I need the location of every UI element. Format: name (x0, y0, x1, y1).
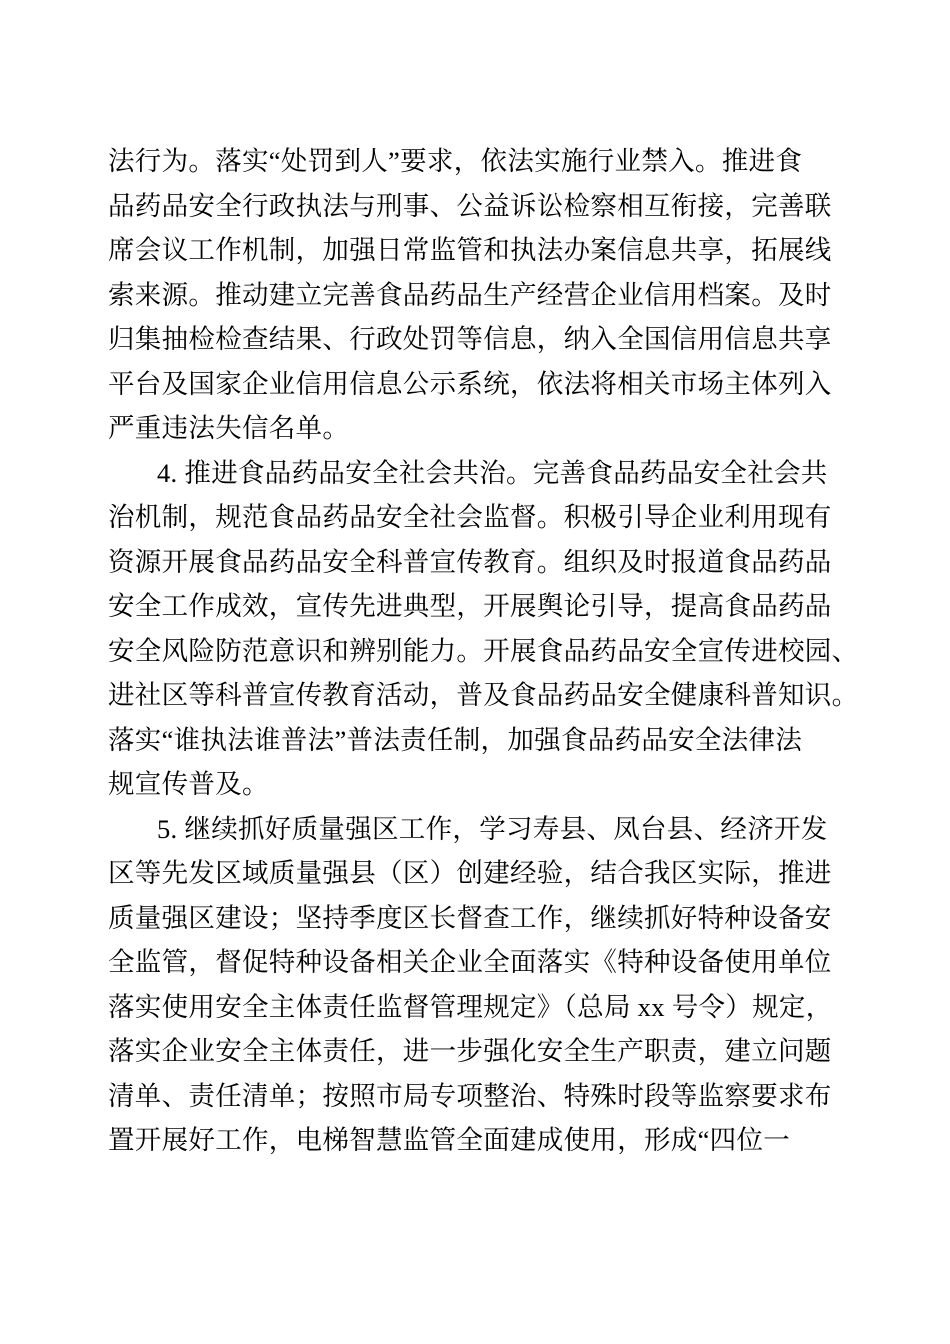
text-line: 落实企业安全主体责任，进一步强化安全生产职责，建立问题 (108, 1036, 832, 1066)
text-line: 归集抽检检查结果、行政处罚等信息，纳入全国信用信息共享 (108, 324, 832, 354)
text-line: 质量强区建设；坚持季度区长督查工作，继续抓好特种设备安 (108, 902, 832, 933)
text-line: 进社区等科普宣传教育活动，普及食品药品安全健康科普知识。 (108, 680, 859, 710)
text-line: 资源开展食品药品安全科普宣传教育。组织及时报道食品药品 (108, 546, 832, 577)
text-line: 治机制，规范食品药品安全社会监督。积极引导企业利用现有 (108, 502, 832, 532)
text-line: 置开展好工作，电梯智慧监管全面建成使用，形成“四位一 (108, 1125, 791, 1155)
text-line: 索来源。推动建立完善食品药品生产经营企业信用档案。及时 (108, 279, 832, 310)
text-line: 法行为。落实“处罚到人”要求，依法实施行业禁入。推进食 (108, 146, 803, 176)
text-line: 落实“谁执法谁普法”普法责任制，加强食品药品安全法律法 (108, 724, 803, 755)
text-line: 4. 推进食品药品安全社会共治。完善食品药品安全社会共 (157, 457, 828, 488)
text-line: 区等先发区域质量强县（区）创建经验，结合我区实际，推进 (108, 858, 832, 888)
text-line: 平台及国家企业信用信息公示系统，依法将相关市场主体列入 (108, 368, 832, 399)
text-line: 清单、责任清单；按照市局专项整治、特殊时段等监察要求布 (108, 1080, 832, 1111)
text-line: 5. 继续抓好质量强区工作，学习寿县、凤台县、经济开发 (157, 813, 828, 844)
text-line: 全监管，督促特种设备相关企业全面落实《特种设备使用单位 (108, 947, 832, 977)
document-body (108, 139, 859, 1163)
text-line: 安全风险防范意识和辨别能力。开展食品药品安全宣传进校园、 (108, 635, 859, 666)
text-line: 严重违法失信名单。 (108, 413, 350, 443)
text-line: 品药品安全行政执法与刑事、公益诉讼检察相互衔接，完善联 (108, 190, 832, 221)
text-line: 落实使用安全主体责任监督管理规定》（总局 xx 号令）规定， (108, 991, 833, 1022)
text-line: 规宣传普及。 (108, 769, 269, 799)
text-line: 安全工作成效，宣传先进典型，开展舆论引导，提高食品药品 (108, 591, 832, 621)
text-line: 席会议工作机制，加强日常监管和执法办案信息共享，拓展线 (108, 235, 832, 265)
